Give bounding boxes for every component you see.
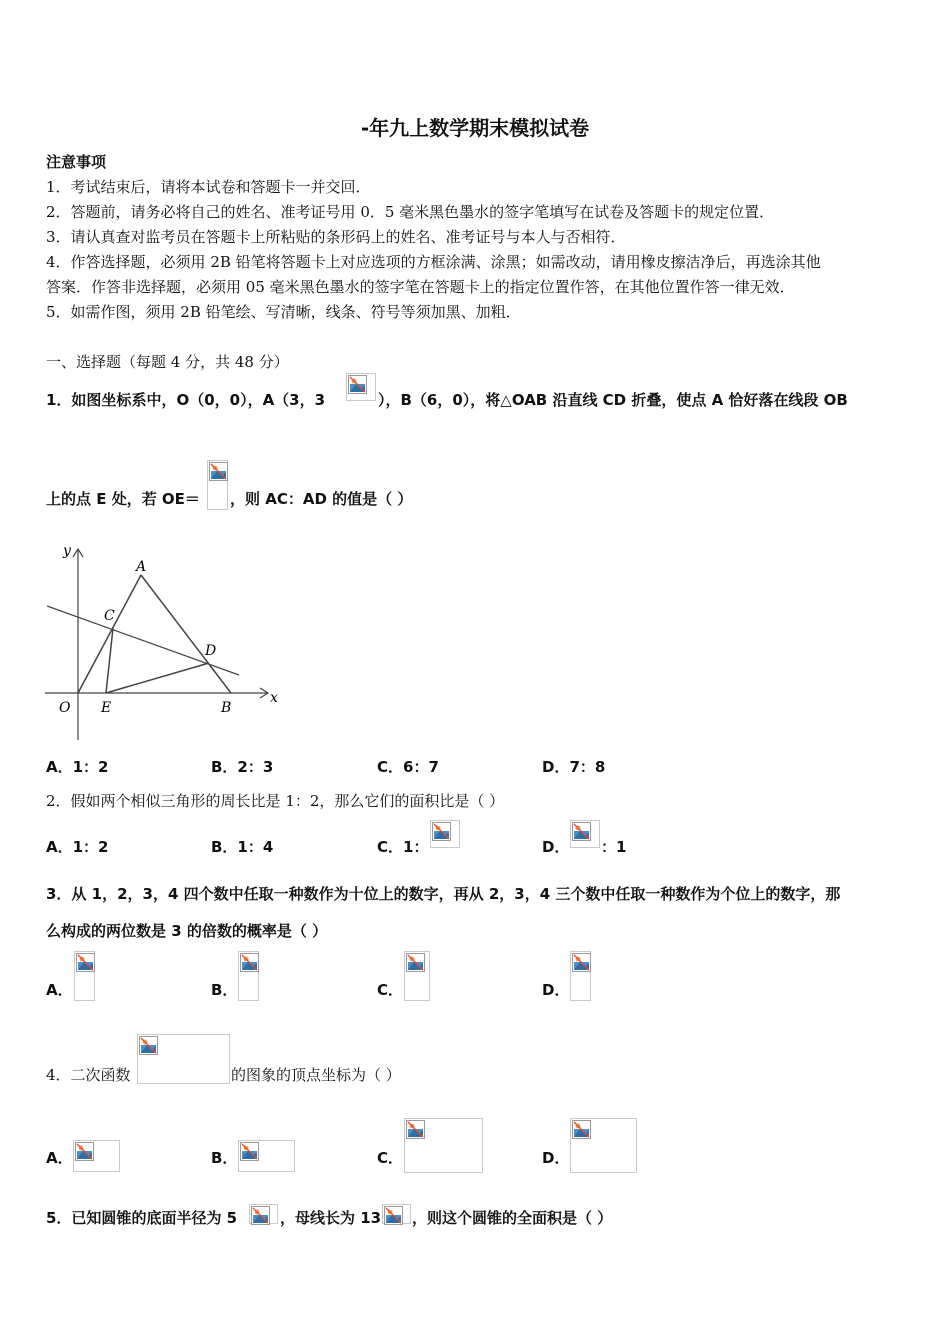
q2-option-b[interactable]: B．1：4	[211, 838, 274, 856]
segment-AB	[141, 575, 231, 693]
broken-image-icon	[348, 375, 367, 394]
broken-image-icon	[406, 1120, 425, 1139]
segment-OA	[78, 575, 141, 693]
notice-item-4: 4．作答选择题，必须用 2B 铅笔将答题卡上对应选项的方框涂满、涂黑；如需改动，请用橡皮擦洁净后，再选涂其他	[46, 253, 821, 271]
formula-image-placeholder	[238, 1140, 295, 1172]
q3-option-c[interactable]: C．	[377, 981, 404, 999]
q2-text: 2．假如两个相似三角形的周长比是 1：2，那么它们的面积比是（ ）	[46, 792, 505, 810]
q1-text-1b: ），B（6，0），将△OAB 沿直线 CD 折叠，使点 A 恰好落在线段 OB	[378, 391, 848, 409]
q1-text-2a: 上的点 E 处，若 OE＝	[46, 490, 200, 508]
q3-text-2: 么构成的两位数是 3 的倍数的概率是（ ）	[46, 922, 328, 940]
q2-option-d[interactable]: D．	[542, 838, 570, 856]
notice-item-4-cont: 答案．作答非选择题，必须用 05 毫米黑色墨水的签字笔在答题卡上的指定位置作答，在其他位置作答一律无效．	[46, 278, 795, 296]
broken-image-icon	[139, 1036, 158, 1055]
formula-image-placeholder	[430, 820, 460, 848]
notice-item-3: 3．请认真查对监考员在答题卡上所粘贴的条形码上的姓名、准考证号与本人与否相符．	[46, 228, 626, 246]
broken-image-icon	[572, 1120, 591, 1139]
label-A: A	[136, 559, 147, 575]
broken-image-icon	[406, 953, 425, 972]
notice-item-2: 2．答题前，请务必将自己的姓名、准考证号用 0．5 毫米黑色墨水的签字笔填写在试卷及答题卡的规定位置．	[46, 203, 775, 221]
q1-option-c[interactable]: C．6：7	[377, 758, 439, 776]
q1-text-1a: 1．如图坐标系中，O（0，0），A（3，3	[46, 391, 326, 409]
formula-image-placeholder	[238, 951, 259, 1001]
formula-image-placeholder	[570, 820, 600, 848]
q1-text-2b: ，则 AC：AD 的值是（ ）	[230, 490, 413, 508]
fold-line-CD	[47, 606, 239, 675]
broken-image-icon	[209, 462, 228, 481]
q2-option-d-suffix: ：1	[601, 838, 627, 856]
q3-option-b[interactable]: B．	[211, 981, 238, 999]
formula-image-placeholder	[346, 373, 376, 401]
q4-text-b: 的图象的顶点坐标为（ ）	[231, 1066, 401, 1084]
segment-ED	[106, 663, 209, 693]
formula-image-placeholder	[73, 1140, 120, 1172]
formula-image-placeholder	[249, 1204, 278, 1224]
formula-image-placeholder	[137, 1034, 230, 1084]
q4-option-c[interactable]: C．	[377, 1149, 404, 1167]
page-title: -年九上数学期末模拟试卷	[360, 116, 590, 140]
formula-image-placeholder	[570, 951, 591, 1001]
broken-image-icon	[432, 822, 451, 841]
formula-image-placeholder	[570, 1118, 637, 1173]
formula-image-placeholder	[74, 951, 95, 1001]
label-B: B	[221, 700, 232, 716]
broken-image-icon	[251, 1206, 270, 1225]
q2-option-c[interactable]: C．1：	[377, 838, 429, 856]
q3-text-1: 3．从 1，2，3，4 四个数中任取一种数作为十位上的数字，再从 2，3，4 三个数中任取一种数作为个位上的数字，那	[46, 885, 841, 903]
q4-text-a: 4．二次函数	[46, 1066, 131, 1084]
section-heading: 一、选择题（每题 4 分，共 48 分）	[46, 353, 289, 371]
broken-image-icon	[76, 953, 95, 972]
formula-image-placeholder	[382, 1204, 411, 1224]
broken-image-icon	[75, 1142, 94, 1161]
q5-text-c: ，则这个圆锥的全面积是（ ）	[412, 1209, 613, 1227]
q1-option-b[interactable]: B．2：3	[211, 758, 274, 776]
label-D: D	[205, 643, 217, 659]
notice-item-5: 5．如需作图，须用 2B 铅笔绘、写清晰，线条、符号等须加黑、加粗．	[46, 303, 521, 321]
q1-option-a[interactable]: A．1：2	[46, 758, 109, 776]
notice-item-1: 1．考试结束后，请将本试卷和答题卡一并交回．	[46, 178, 371, 196]
q1-geometry-figure	[40, 540, 285, 745]
label-x: x	[270, 690, 278, 706]
broken-image-icon	[384, 1206, 403, 1225]
q3-option-a[interactable]: A．	[46, 981, 73, 999]
q5-text-b: ，母线长为 13	[280, 1209, 382, 1227]
q3-option-d[interactable]: D．	[542, 981, 570, 999]
label-O: O	[59, 700, 71, 716]
formula-image-placeholder	[207, 460, 228, 510]
q4-option-d[interactable]: D．	[542, 1149, 570, 1167]
q5-text-a: 5．已知圆锥的底面半径为 5	[46, 1209, 238, 1227]
label-y: y	[63, 543, 71, 559]
label-E: E	[101, 700, 112, 716]
formula-image-placeholder	[404, 1118, 483, 1173]
q4-option-b[interactable]: B．	[211, 1149, 238, 1167]
broken-image-icon	[240, 953, 259, 972]
notice-heading: 注意事项	[46, 153, 107, 171]
q1-option-d[interactable]: D．7：8	[542, 758, 606, 776]
broken-image-icon	[572, 822, 591, 841]
broken-image-icon	[572, 953, 591, 972]
label-C: C	[104, 608, 115, 624]
q2-option-a[interactable]: A．1：2	[46, 838, 109, 856]
q4-option-a[interactable]: A．	[46, 1149, 73, 1167]
broken-image-icon	[240, 1142, 259, 1161]
formula-image-placeholder	[404, 951, 430, 1001]
